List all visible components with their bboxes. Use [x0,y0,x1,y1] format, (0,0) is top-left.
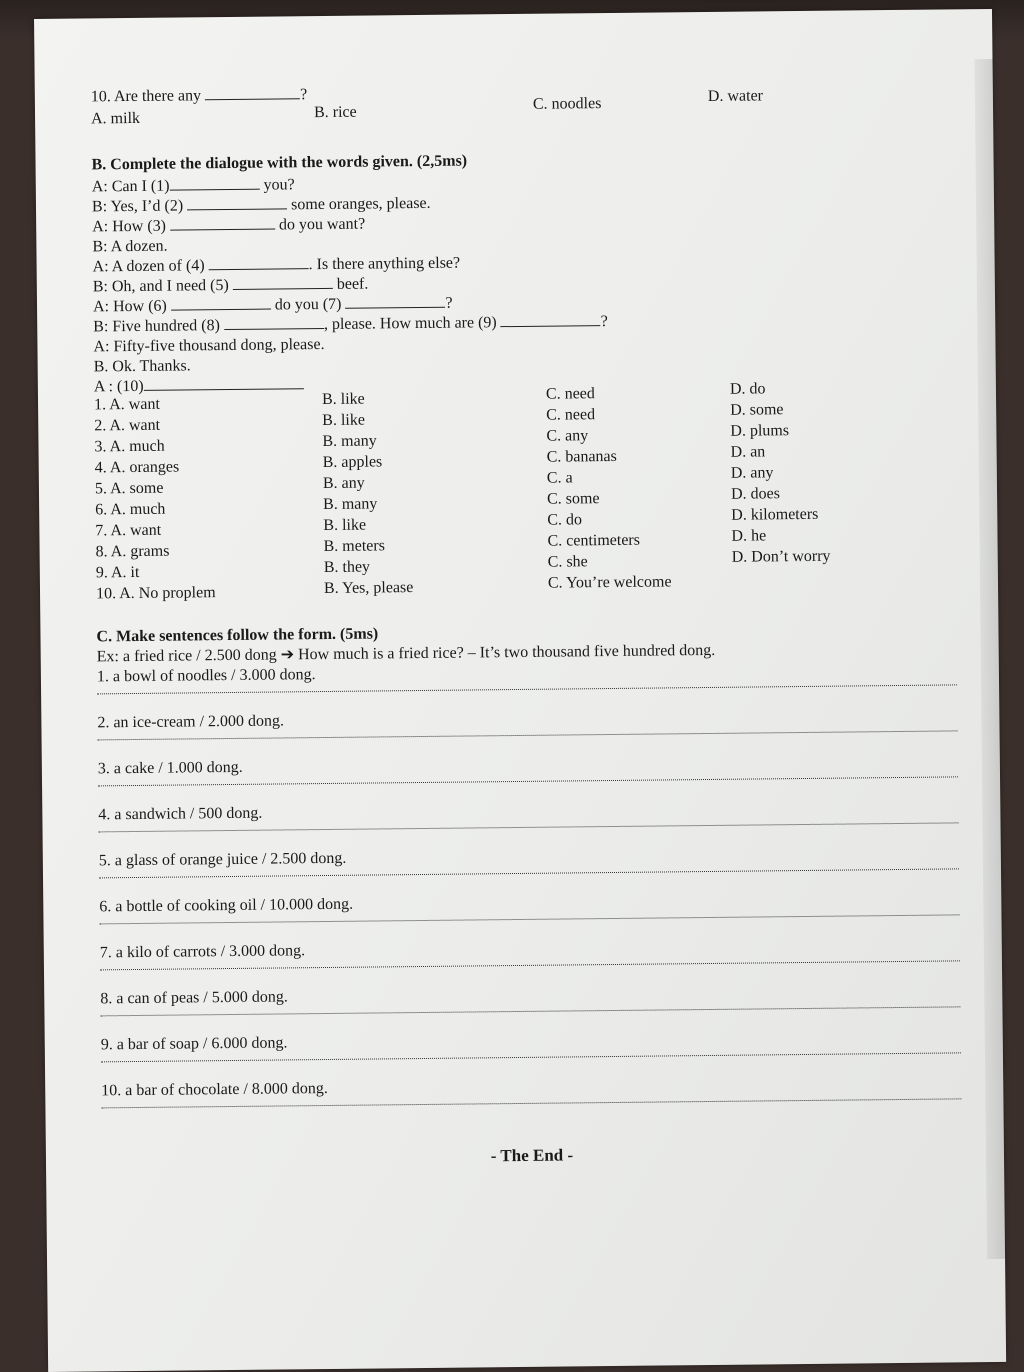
choice-9-a[interactable]: 9. A. it [95,563,140,582]
choice-4-d[interactable]: D. an [730,443,766,461]
choice-4-a[interactable]: 4. A. oranges [94,458,180,477]
choice-6-b[interactable]: B. many [323,495,378,514]
dialogue-line-1 [92,176,295,196]
choice-2-b[interactable]: B. like [322,411,366,430]
choice-2-d[interactable]: D. some [730,401,784,419]
choice-5-b[interactable]: B. any [322,474,365,493]
dialogue-line-7-c: ? [445,294,453,312]
dialogue-line-3-a: A: How (3) [92,217,167,236]
dialogue-line-1-b: you? [263,176,295,194]
choice-2-a[interactable]: 2. A. want [94,416,161,435]
dialogue-line-5-b: . Is there anything else? [308,254,461,274]
choice-8-c[interactable]: C. centimeters [547,531,641,550]
question-10-mark: ? [299,86,308,104]
choice-6-d[interactable]: D. does [730,485,781,503]
choice-4-c[interactable]: C. bananas [546,447,617,466]
choice-10-a[interactable]: 10. A. No proplem [95,584,216,603]
choice-9-b[interactable]: B. they [323,558,371,577]
blank-9[interactable] [501,313,601,327]
blank-4[interactable] [209,256,309,270]
choice-6-a[interactable]: 6. A. much [95,500,166,519]
choice-7-b[interactable]: B. like [323,516,367,535]
dialogue-line-11 [94,376,304,396]
choice-8-a[interactable]: 8. A. grams [95,542,170,561]
section-c-title: C. Make sentences follow the form. (5ms) [96,625,379,646]
dialogue-line-8 [93,313,608,336]
section-c-item-2: 2. an ice-cream / 2.000 dong. [97,712,285,732]
choice-7-a[interactable]: 7. A. want [95,521,162,540]
choice-4-b[interactable]: B. apples [322,453,383,472]
choice-6-c[interactable]: C. some [546,490,600,508]
choice-5-d[interactable]: D. any [730,464,774,482]
exam-content [90,75,951,1166]
question-10 [91,86,307,106]
dialogue-line-1-a: A: Can I (1) [91,177,170,196]
choice-3-b[interactable]: B. many [322,432,377,451]
section-c-item-6: 6. a bottle of cooking oil / 10.000 dong. [99,895,354,916]
dialogue-line-4: B: A dozen. [92,237,168,256]
choice-7-d[interactable]: D. kilometers [731,505,819,524]
dialogue-line-8-a: B: Five hundred (8) [93,317,220,336]
q10-option-c: C. noodles [532,95,602,113]
dialogue-line-3-b: do you want? [278,215,366,234]
choice-3-a[interactable]: 3. A. much [94,437,165,456]
dialogue-line-7 [93,295,453,317]
choice-8-b[interactable]: B. meters [323,537,385,556]
dialogue-line-10: B. Ok. Thanks. [93,357,191,376]
dialogue-line-7-b: do you (7) [274,295,342,314]
choice-5-c[interactable]: C. a [546,469,573,487]
blank-10[interactable] [144,376,304,391]
blank-1[interactable] [169,177,259,191]
choice-9-c[interactable]: C. she [547,553,588,571]
choice-3-c[interactable]: C. any [546,427,589,445]
choice-5-a[interactable]: 5. A. some [94,479,164,498]
choice-8-d[interactable]: D. he [731,527,767,545]
section-c-item-5: 5. a glass of orange juice / 2.500 dong. [98,849,347,870]
dialogue-line-11-a: A : (10) [93,377,144,396]
dialogue-line-5-a: A: A dozen of (4) [92,257,205,276]
dialogue-line-2 [92,195,431,217]
choice-10-c[interactable]: C. You’re welcome [547,573,672,592]
q10-option-d: D. water [707,87,764,105]
choice-9-d[interactable]: D. Don’t worry [731,547,831,566]
dialogue-line-8-c: ? [600,313,608,331]
q10-option-a: A. milk [90,109,141,128]
dialogue-line-2-b: some oranges, please. [291,194,431,214]
section-c-item-4: 4. a sandwich / 500 dong. [98,804,263,824]
dialogue-line-5 [93,255,461,277]
dialogue-line-8-b: , please. How much are (9) [323,314,497,333]
question-10-text: 10. Are there any [90,87,202,106]
dialogue-line-2-a: B: Yes, I’d (2) [91,197,184,216]
section-c-example: Ex: a fried rice / 2.500 dong ➔ How much is a fried rice? – It’s two thousand five hundred dong. [96,641,716,666]
exam-paper-sheet [34,9,1006,1372]
paper-edge-shadow [974,59,1005,1259]
dialogue-line-6-a: B: Oh, and I need (5) [92,276,229,296]
section-c-item-10: 10. a bar of chocolate / 8.000 dong. [101,1079,328,1100]
blank-5[interactable] [233,276,333,290]
choice-10-b[interactable]: B. Yes, please [323,579,414,598]
choice-2-c[interactable]: C. need [546,406,596,424]
section-c-item-3: 3. a cake / 1.000 dong. [97,758,243,778]
section-c-item-8: 8. a can of peas / 5.000 dong. [100,988,288,1008]
blank-3[interactable] [170,217,275,231]
dialogue-line-6-b: beef. [336,275,369,293]
dialogue-line-7-a: A: How (6) [92,297,167,316]
section-c-item-7: 7. a kilo of carrots / 3.000 dong. [99,942,306,962]
the-end: - The End - [490,1145,574,1166]
blank-6[interactable] [171,297,271,311]
question-10-blank[interactable] [205,86,300,100]
q10-option-b: B. rice [313,103,357,122]
choice-1-d[interactable]: D. do [729,380,766,398]
blank-8[interactable] [224,316,324,330]
dialogue-line-3 [92,216,365,237]
blank-2[interactable] [187,196,287,210]
choice-1-b[interactable]: B. like [321,390,365,409]
blank-7[interactable] [345,295,445,309]
choice-7-c[interactable]: C. do [547,511,583,529]
dialogue-line-6 [93,276,369,297]
section-b-title: B. Complete the dialogue with the words given. (2,5ms) [91,152,468,174]
choice-3-d[interactable]: D. plums [730,422,790,440]
choice-1-a[interactable]: 1. A. want [93,395,160,414]
section-c-item-9: 9. a bar of soap / 6.000 dong. [100,1034,288,1054]
section-c-item-1: 1. a bowl of noodles / 3.000 dong. [96,666,316,686]
choice-1-c[interactable]: C. need [545,385,595,403]
dialogue-line-9: A: Fifty-five thousand dong, please. [93,335,325,356]
